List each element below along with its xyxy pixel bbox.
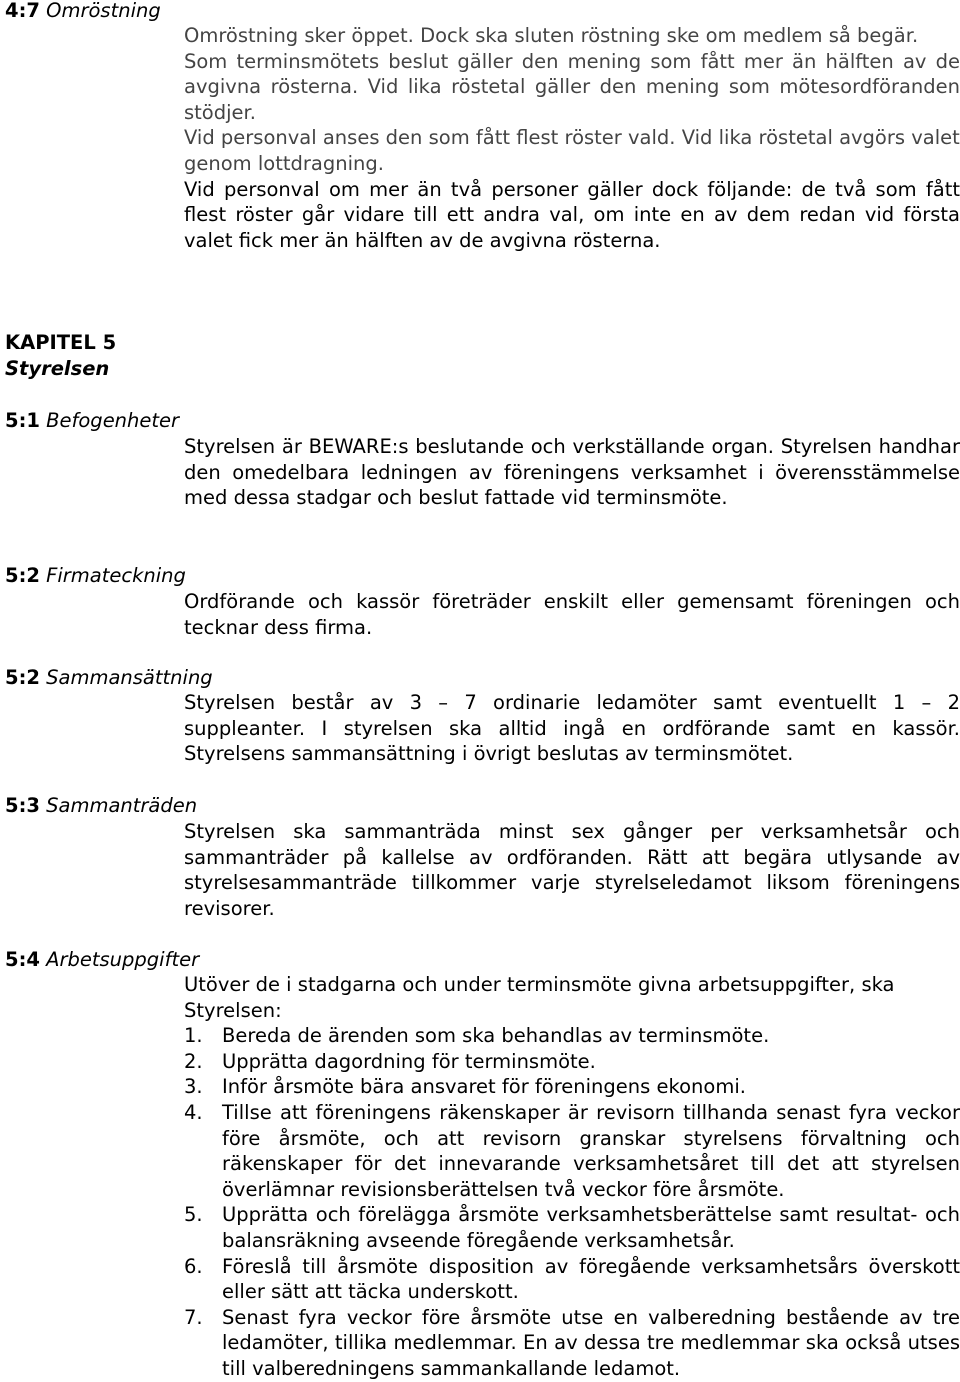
list-number: 4. — [184, 1100, 203, 1124]
section-heading-5-2-sammansattning — [5, 665, 213, 691]
section-body-5-3 — [184, 819, 960, 921]
section-heading-5-4 — [5, 947, 199, 973]
list-number: 7. — [184, 1305, 203, 1329]
section-title: Omröstning — [46, 0, 161, 22]
list-text: Bereda de ärenden som ska behandlas av terminsmöte. — [222, 1024, 770, 1048]
chapter-label: KAPITEL 5 — [5, 331, 117, 354]
paragraph: Vid personval anses den som fått flest röster vald. Vid lika röstetal avgörs valet genom lottdragning. — [184, 126, 960, 175]
section-body-5-4 — [184, 972, 960, 1382]
section-heading-5-1 — [5, 408, 179, 434]
paragraph: Styrelsen är BEWARE:s beslutande och verkställande organ. Styrelsen handhar den omedelbara ledningen av föreningens verksamhet i överensstämmelse med dessa stadgar och beslut fattade vid terminsmöte. — [184, 435, 960, 510]
chapter-subtitle: Styrelsen — [5, 356, 110, 380]
list-item — [184, 1074, 960, 1100]
section-number: 4:7 — [5, 0, 40, 22]
list-text: Tillse att föreningens räkenskaper är revisorn tillhanda senast fyra veckor före årsmöte, och att revisorn granskar styrelsens förvaltning och räkenskaper för det innevarande verksamhetsåret till det att styrelsen överlämnar revisionsberättelsen två veckor före årsmöte. — [222, 1100, 960, 1201]
section-title: Firmateckning — [46, 564, 186, 587]
paragraph: Styrelsen ska sammanträda minst sex gånger per verksamhetsår och sammanträder på kallelse av ordföranden. Rätt att begära utlysande av styrelsesammanträde tillkommer varje styrelseledamot liksom föreningens revisorer. — [184, 820, 960, 920]
list-item — [184, 1023, 960, 1049]
paragraph: Vid personval om mer än två personer gäller dock följande: de två som fått flest röster går vidare till ett andra val, om inte en av dem redan vid första valet fick mer än hälften av de avgivna rösterna. — [184, 177, 960, 252]
section-body-5-1 — [184, 434, 960, 511]
section-title: Sammanträden — [46, 794, 198, 817]
list-number: 3. — [184, 1075, 203, 1099]
section-heading-5-3 — [5, 793, 197, 819]
list-item — [184, 1049, 960, 1075]
section-body-4-7 — [184, 23, 960, 253]
list-text: Senast fyra veckor före årsmöte utse en valberedning bestående av tre ledamöter, tillika medlemmar. En av dessa tre medlemmar ska också utses till valberedningens sammankallande ledamot. — [222, 1305, 960, 1380]
section-title: Arbetsuppgifter — [46, 948, 200, 971]
section-heading-5-2-firmateckning — [5, 563, 186, 589]
section-number: 5:3 — [5, 794, 40, 817]
section-heading-4-7 — [5, 0, 161, 24]
list-number: 1. — [184, 1024, 203, 1048]
list-text: Inför årsmöte bära ansvaret för föreningens ekonomi. — [222, 1075, 746, 1099]
list-item — [184, 1254, 960, 1305]
paragraph: Styrelsen består av 3 – 7 ordinarie ledamöter samt eventuellt 1 – 2 suppleanter. I styrelsen ska alltid ingå en ordförande samt en kassör. Styrelsens sammansättning i övrigt beslutas av terminsmötet. — [184, 691, 960, 766]
paragraph: Ordförande och kassör företräder enskilt eller gemensamt föreningen och tecknar dess firma. — [184, 590, 960, 639]
list-item — [184, 1202, 960, 1253]
chapter-heading — [5, 330, 116, 381]
section-number: 5:4 — [5, 948, 40, 971]
section-title: Befogenheter — [46, 409, 180, 432]
task-list — [184, 1023, 960, 1381]
list-item — [184, 1305, 960, 1382]
list-text: Upprätta och förelägga årsmöte verksamhetsberättelse samt resultat- och balansräkning avseende föregående verksamhetsår. — [222, 1203, 960, 1252]
section-body-5-2-sammansattning — [184, 690, 960, 767]
list-number: 5. — [184, 1203, 203, 1227]
list-number: 6. — [184, 1254, 203, 1278]
paragraph: Utöver de i stadgarna och under terminsmöte givna arbetsuppgifter, ska Styrelsen: — [184, 973, 895, 1022]
list-text: Föreslå till årsmöte disposition av föregående verksamhetsårs överskott eller sätt att täcka underskott. — [222, 1254, 960, 1304]
section-number: 5:1 — [5, 409, 40, 432]
list-text: Upprätta dagordning för terminsmöte. — [222, 1049, 596, 1073]
paragraph: Som terminsmötets beslut gäller den mening som fått mer än hälften av de avgivna rösterna. Vid lika röstetal gäller den mening som mötesordföranden stödjer. — [184, 49, 960, 124]
list-item — [184, 1100, 960, 1202]
section-body-5-2-firmateckning — [184, 589, 960, 640]
section-number: 5:2 — [5, 666, 40, 689]
section-number: 5:2 — [5, 564, 40, 587]
section-title: Sammansättning — [46, 666, 213, 689]
paragraph: Omröstning sker öppet. Dock ska sluten röstning ske om medlem så begär. — [184, 24, 919, 47]
list-number: 2. — [184, 1049, 203, 1073]
